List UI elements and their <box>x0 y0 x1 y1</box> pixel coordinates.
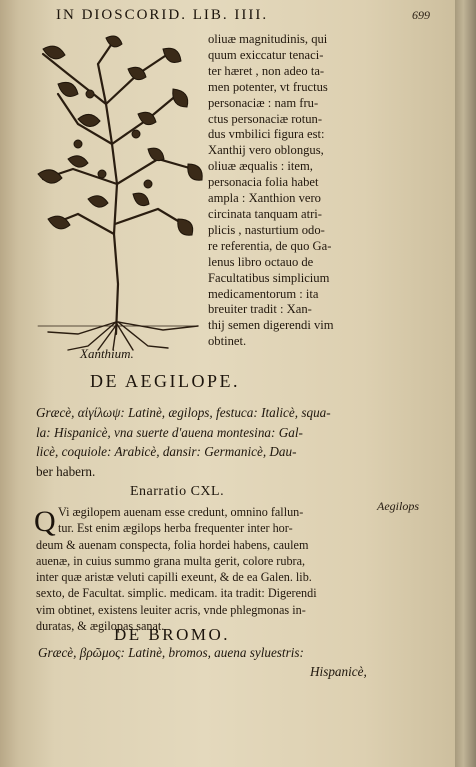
margin-note: Aegilops <box>377 499 419 513</box>
synonym-line: la: Hispanicè, vna suerte d'auena montesina: Gal- <box>36 424 303 440</box>
text-line: dus vmbilici figura est: <box>208 127 325 142</box>
body-line: duratas, & ægilopas sanat. <box>36 619 165 634</box>
text-line: oliuæ æqualis : item, <box>208 159 313 174</box>
body-line: Vi ægilopem auenam esse credunt, omnino fallun- <box>58 505 304 519</box>
text-line: re referentia, de quo Ga- <box>208 238 332 253</box>
running-head: IN DIOSCORID. LIB. IIII. <box>56 7 269 23</box>
text-line: quum exiccatur tenaci- <box>208 47 324 62</box>
text-line: men potenter, vt fructus <box>208 79 328 94</box>
synonym-line: Græcè, αἰγίλωψ: Latinè, ægilops, festuca: Italicè, squa- <box>36 405 331 420</box>
body-line: inter quæ aristæ veluti capilli exeunt, & de ea Galen. lib. <box>36 570 312 585</box>
body-line: vim obtinet, existens leuiter acris, vnde phlegmonas in- <box>36 602 306 617</box>
text-line: oliuæ magnitudinis, qui <box>208 32 328 46</box>
section-heading-bromo: DE BROMO. <box>114 625 231 644</box>
text-line: plicis , nasturtium odo- <box>208 222 325 237</box>
text-line: personaciæ : nam fru- <box>208 95 319 110</box>
enarratio-body <box>36 504 372 634</box>
synonym-line: Græcè, βρῶμος: Latinè, bromos, auena syluestris: <box>38 645 304 660</box>
text-line: ampla : Xanthion vero <box>208 191 321 206</box>
section-heading-aegilope: DE AEGILOPE. <box>90 371 240 391</box>
text-column <box>208 32 368 350</box>
body-line: sexto, de Facultat. simplic. medicam. ita tradit: Digerendi <box>36 586 317 601</box>
body-line: tur. Est enim ægilops herba frequenter inter hor- <box>58 521 293 536</box>
text-line: ctus personaciæ rotun- <box>208 111 323 126</box>
text-line: obtinet. <box>208 334 247 349</box>
xanthium-woodcut-illustration <box>18 34 214 352</box>
synonym-line: licè, coquiole: Arabicè, dansir: Germanicè, Dau- <box>36 444 297 459</box>
enarratio-heading: Enarratio CXL. <box>130 484 225 499</box>
page-edge <box>455 0 476 767</box>
figure-caption: Xanthium. <box>80 346 134 361</box>
catchword: Hispanicè, <box>310 664 367 679</box>
synonyms-block <box>36 403 366 481</box>
text-line: lenus libro octauo de <box>208 254 314 269</box>
text-line: personacia folia habet <box>208 175 319 190</box>
synonym-line: ber habern. <box>36 463 96 479</box>
text-line: circinata tanquam atri- <box>208 206 322 221</box>
text-line: thij semen digerendi vim <box>208 318 334 333</box>
text-line: medicamentorum : ita <box>208 286 319 301</box>
page-number: 699 <box>412 8 430 22</box>
text-line: Facultatibus simplicium <box>208 270 330 285</box>
body-line: deum & auenam conspecta, folia hordei habens, caulem <box>36 537 309 552</box>
drop-capital: Q <box>34 505 56 538</box>
text-line: ter hæret , non adeo ta- <box>208 63 325 78</box>
text-line: breuiter tradit : Xan- <box>208 302 312 317</box>
text-line: Xanthij vero oblongus, <box>208 143 324 158</box>
body-line: auenæ, in cuius summo grana multa gerit, colore rubra, <box>36 553 306 568</box>
